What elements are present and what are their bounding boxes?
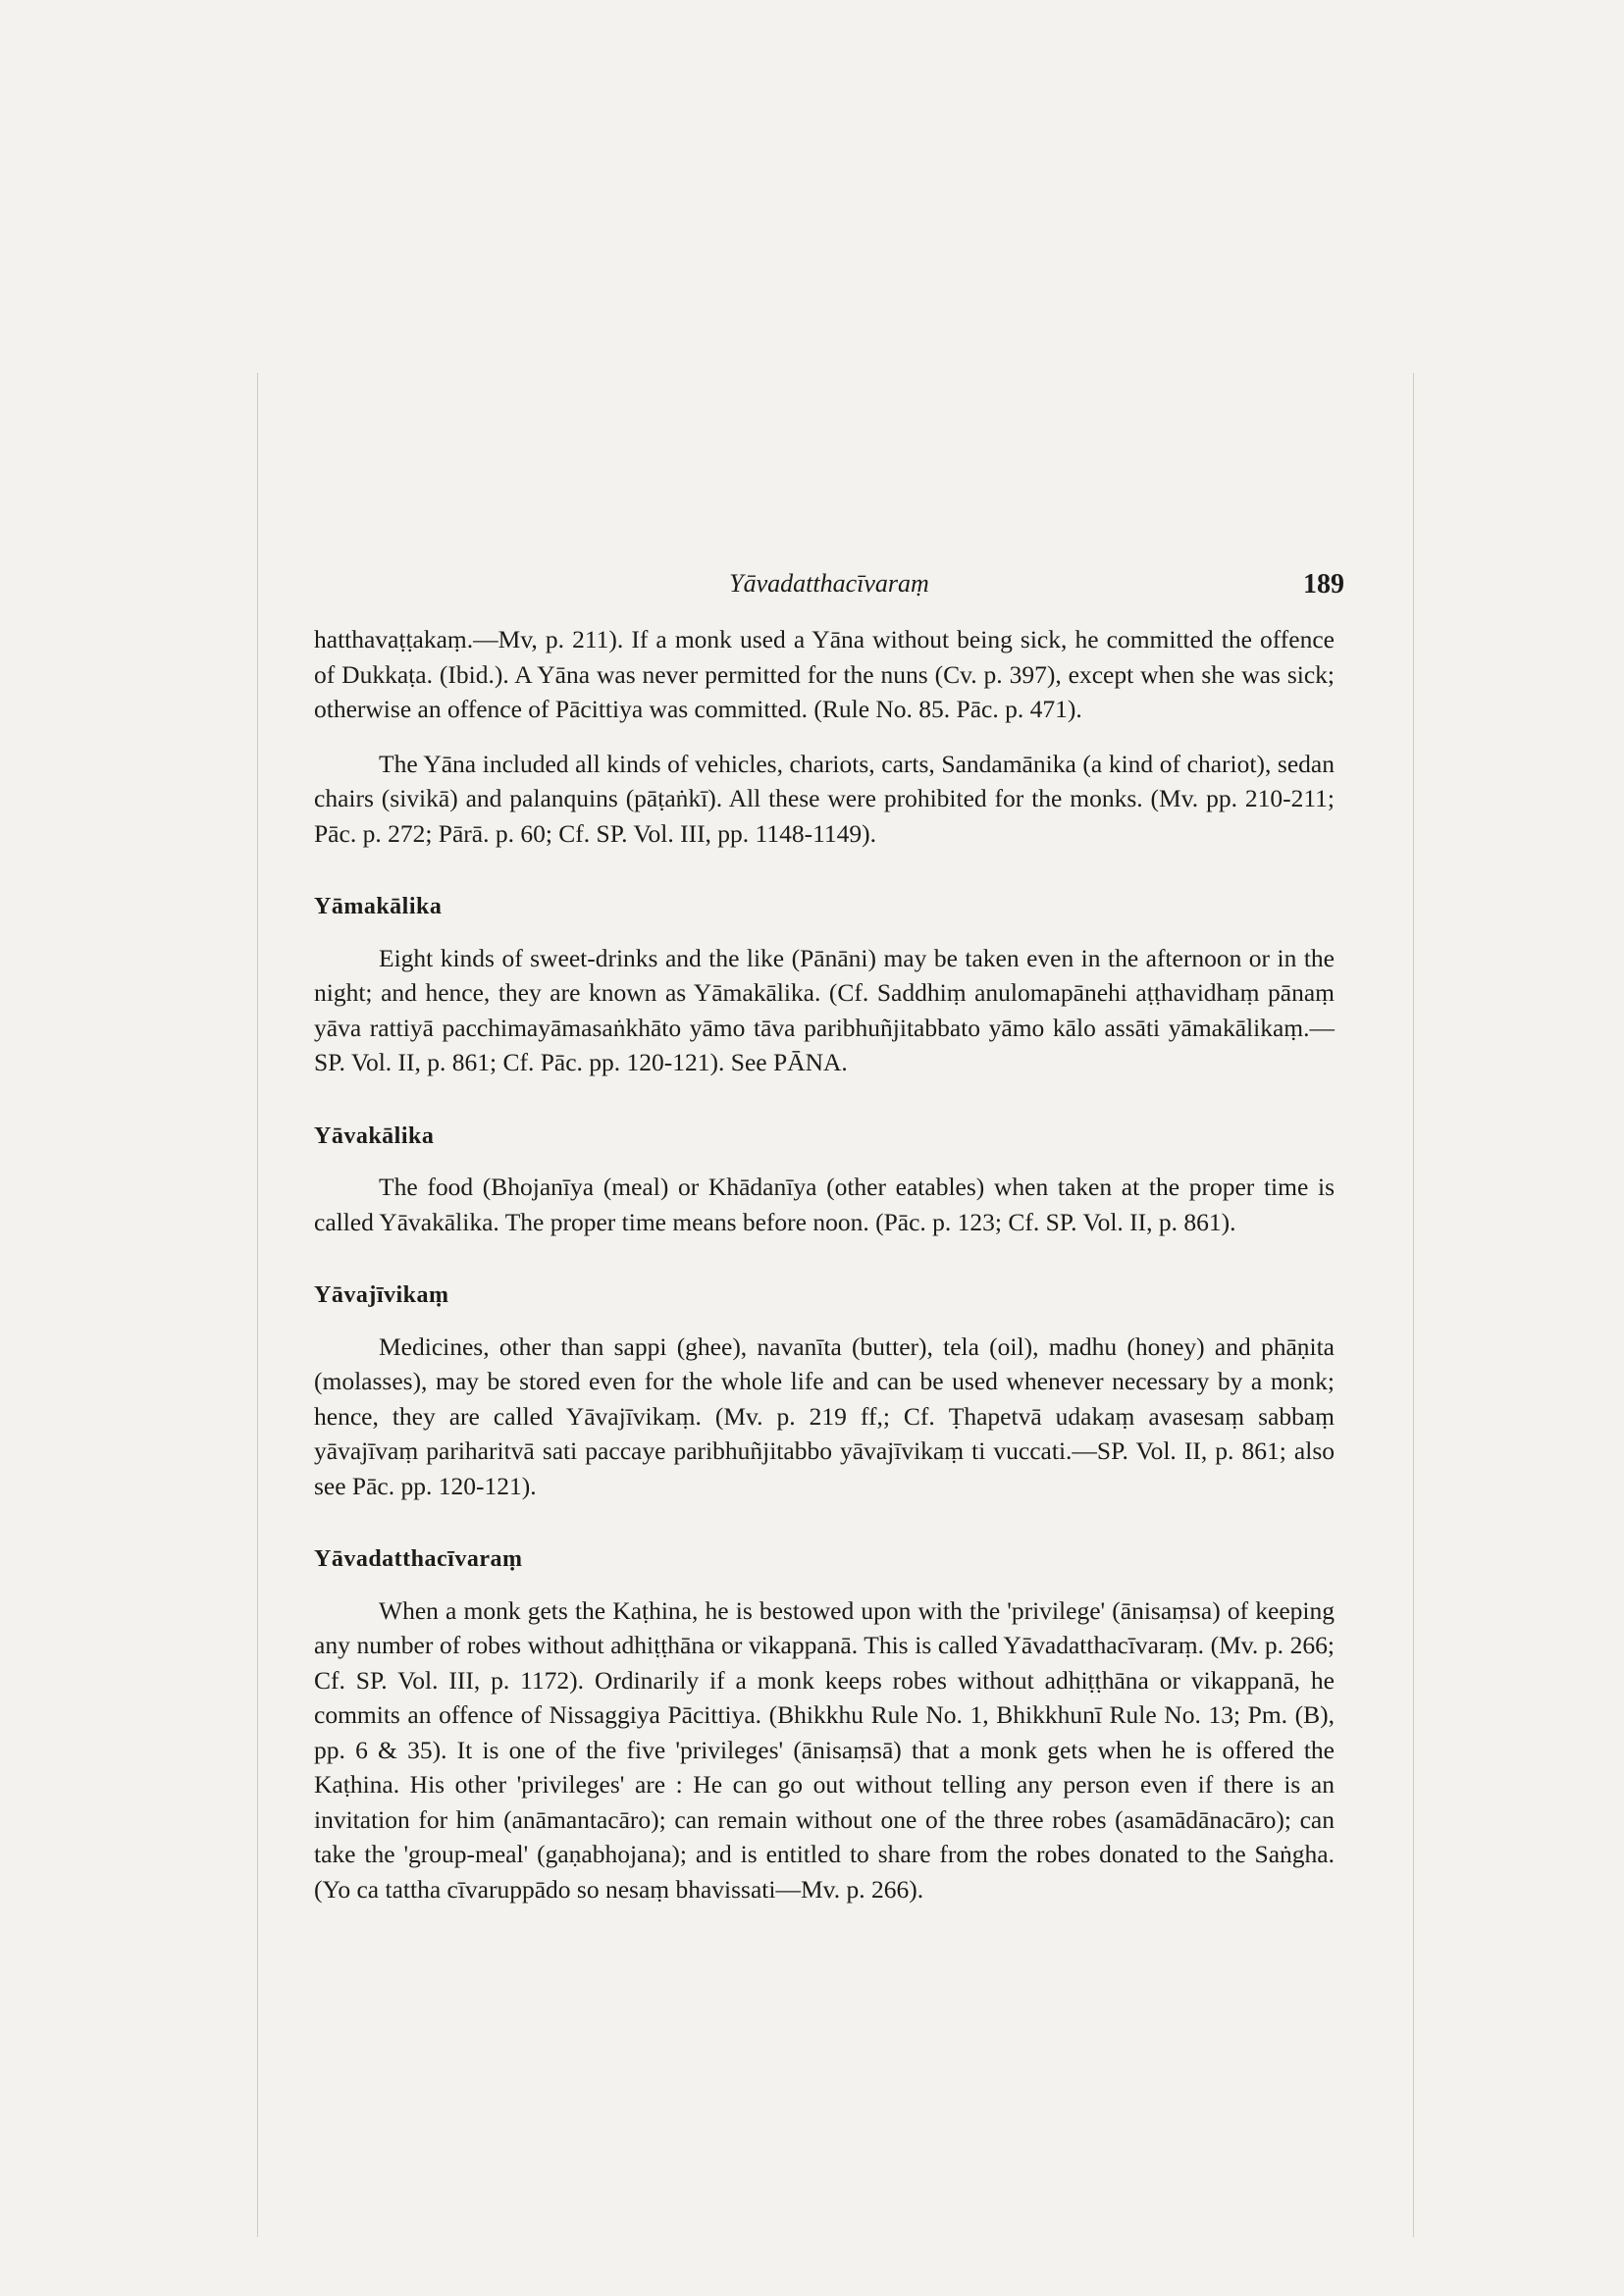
entry-heading-yavadatthacivaram: Yāvadatthacīvaraṃ bbox=[314, 1546, 523, 1572]
entry-heading-yavajivikam: Yāvajīvikaṃ bbox=[314, 1282, 449, 1308]
paragraph-yamakalika: Eight kinds of sweet-drinks and the like (Pānāni) may be taken even in the afternoon or in the night; and hence, they are known as Yāmakālika. (Cf. Saddhiṃ anulomapānehi aṭṭhavidhaṃ pānaṃ yāva rattiyā pacchimayāmasaṅkhāto yāmo tāva paribhuñjitabbato yāmo kālo assāti yāmakālikaṃ.—SP. Vol. II, p. 861; Cf. Pāc. pp. 120-121). See PĀNA. bbox=[314, 943, 1335, 1076]
entry-heading-yamakalika: Yāmakālika bbox=[314, 894, 443, 919]
scan-edge-right bbox=[1413, 373, 1414, 2237]
paragraph-yavakalika: The food (Bhojanīya (meal) or Khādanīya (other eatables) when taken at the proper time is called Yāvakālika. The proper time means before noon. (Pāc. p. 123; Cf. SP. Vol. II, p. 861). bbox=[314, 1173, 1335, 1236]
paragraph-yavadatthacivaram: When a monk gets the Kaṭhina, he is bestowed upon with the 'privilege' (ānisaṃsa) of keeping any number of robes without adhiṭṭhāna or vikappanā. This is called Yāvadatthacīvaraṃ. (Mv. p. 266; Cf. SP. Vol. III, p. 1172). Ordinarily if a monk keeps robes without adhiṭṭhāna or vikappanā, he commits an offence of Nissaggiya Pācittiya. (Bhikkhu Rule No. 1, Bhikkhunī Rule No. 13; Pm. (B), pp. 6 & 35). It is one of the five 'privileges' (ānisaṃsā) that a monk gets when he is offered the Kaṭhina. His other 'privileges' are : He can go out without telling any person even if there is an invitation for him (anāmantacāro); can remain without one of the three robes (asamādānacāro); can take the 'group-meal' (gaṇabhojana); and is entitled to share from the robes donated to the Saṅgha. (Yo ca tattha cīvaruppādo so nesaṃ bhavissati—Mv. p. 266). bbox=[314, 1595, 1335, 1904]
paragraph-yana-vehicles: The Yāna included all kinds of vehicles, chariots, carts, Sandamānika (a kind of chariot), sedan chairs (sivikā) and palanquins (pāṭaṅkī). All these were prohibited for the monks. (Mv. pp. 210-211; Pāc. p. 272; Pārā. p. 60; Cf. SP. Vol. III, pp. 1148-1149). bbox=[314, 749, 1335, 848]
paragraph-yavajivikam: Medicines, other than sappi (ghee), navanīta (butter), tela (oil), madhu (honey) and phāṇita (molasses), may be stored even for the whole life and can be used whenever necessary by a monk; hence, they are called Yāvajīvikaṃ. (Mv. p. 219 ff,; Cf. Ṭhapetvā udakaṃ avasesaṃ sabbaṃ yāvajīvaṃ pariharitvā sati paccaye paribhuñjitabbo yāvajīvikaṃ ti vuccati.—SP. Vol. II, p. 861; also see Pāc. pp. 120-121). bbox=[314, 1331, 1335, 1500]
entry-heading-yavakalika: Yāvakālika bbox=[314, 1122, 435, 1149]
scan-edge-left bbox=[257, 373, 258, 2237]
paragraph-yana-continued: hatthavaṭṭakaṃ.—Mv, p. 211). If a monk used a Yāna without being sick, he committed the offence of Dukkaṭa. (Ibid.). A Yāna was never permitted for the nuns (Cv. p. 397), except when she was sick; otherwise an offence of Pācittiya was committed. (Rule No. 85. Pāc. p. 471). bbox=[314, 625, 1335, 723]
running-title: Yāvadatthacīvaraṃ bbox=[729, 569, 929, 598]
running-head bbox=[314, 567, 1344, 606]
page-number: 189 bbox=[1303, 569, 1344, 600]
page-body bbox=[314, 622, 1335, 1926]
